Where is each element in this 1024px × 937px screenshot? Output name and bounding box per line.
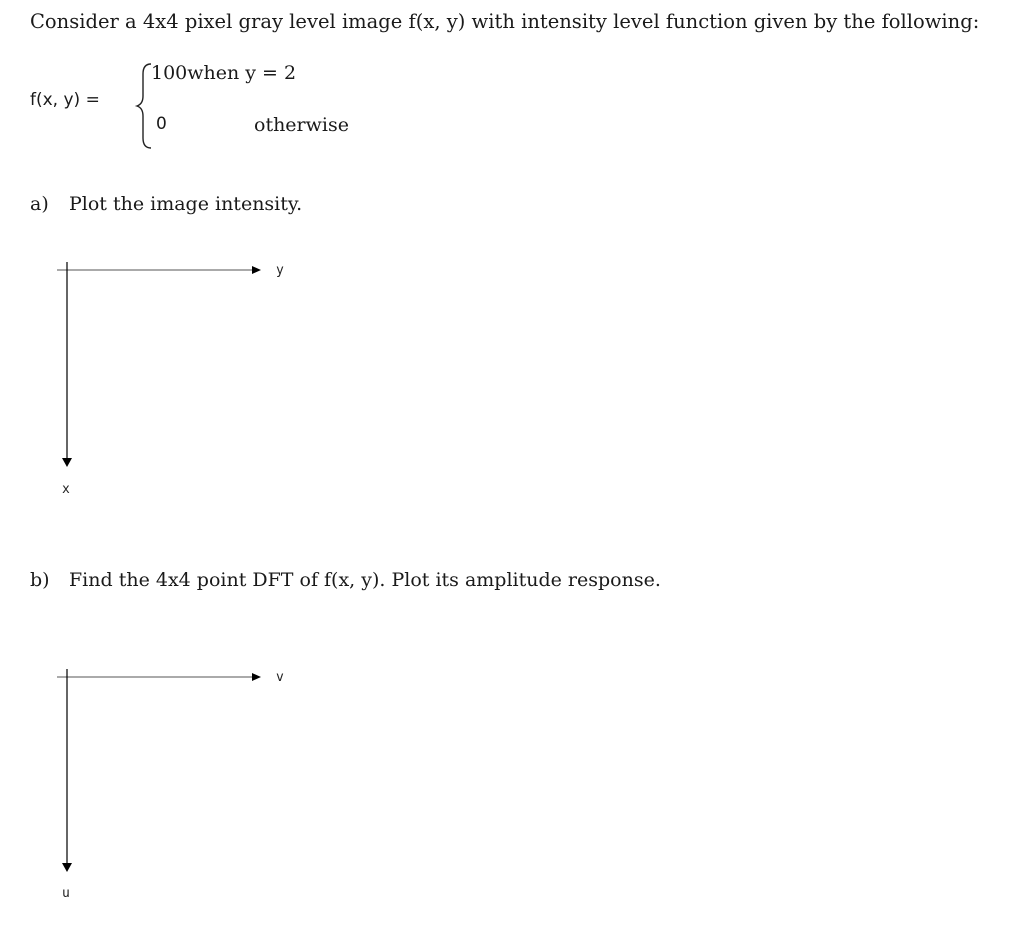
case1-value: 100when y = 2 xyxy=(151,62,297,84)
case2-value: 0 xyxy=(156,114,167,134)
part-a-horizontal-axis-label: y xyxy=(276,263,284,278)
part-b-vertical-axis-label: u xyxy=(62,886,70,901)
part-a-marker: a) xyxy=(30,193,49,215)
equation-lhs: f(x, y) = xyxy=(30,90,100,110)
intro-text: Consider a 4x4 pixel gray level image f(x, y) with intensity level function given by the following: xyxy=(30,10,980,33)
part-b-marker: b) xyxy=(30,569,50,591)
part-a-vertical-axis-label: x xyxy=(62,482,70,497)
part-b-text: Find the 4x4 point DFT of f(x, y). Plot its amplitude response. xyxy=(69,569,661,591)
v-axis-arrowhead xyxy=(252,673,261,681)
part-b-horizontal-axis-label: v xyxy=(276,670,284,685)
u-axis-arrowhead xyxy=(62,863,72,872)
part-a-text: Plot the image intensity. xyxy=(69,193,303,215)
case2-condition: otherwise xyxy=(254,114,349,136)
